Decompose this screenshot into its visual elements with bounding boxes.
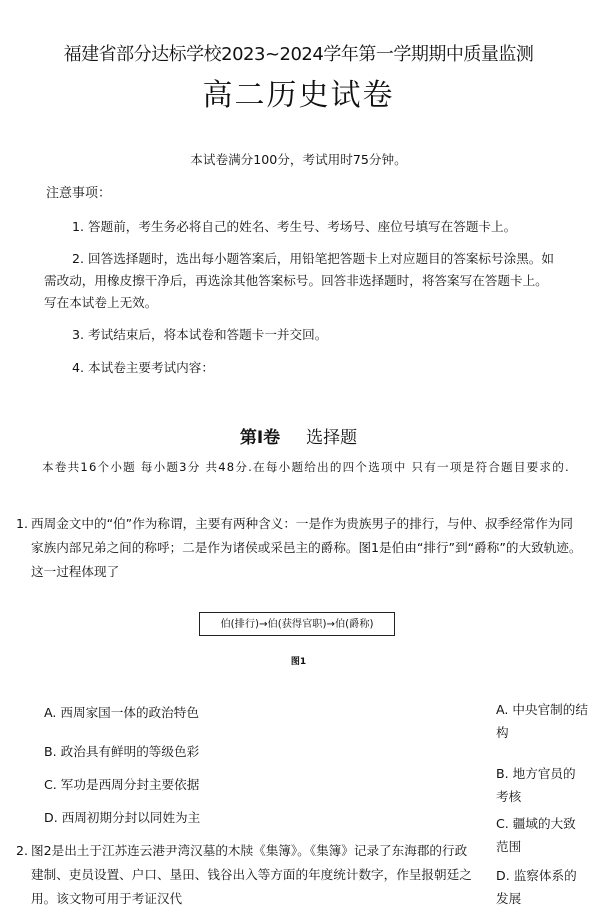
- notice-heading: 注意事项：: [46, 186, 112, 201]
- question-1: [16, 512, 584, 584]
- question-2: [16, 839, 472, 911]
- q1-option-b: B. 政治具有鲜明的等级色彩: [44, 744, 200, 759]
- q2-option-c: C. 疆域的大致范围: [496, 816, 576, 854]
- q2-option-d: D. 监察体系的发展: [496, 868, 577, 906]
- q1-option-c: C. 军功是西周分封主要依据: [44, 777, 200, 792]
- q2-option-a: A. 中央官制的结构: [496, 702, 588, 740]
- q1-option-d: D. 西周初期分封以同姓为主: [44, 810, 201, 825]
- question-text: 西周金文中的“伯”作为称谓，主要有两种含义：一是作为贵族男子的排行，与仲、叔季经常作为同家族内部兄弟之间的称呼；二是作为诸侯或采邑主的爵称。图1是伯由“排行”到“爵称”的大致轨迹。这一过程体现了: [31, 516, 582, 579]
- exam-title: 高二历史试卷: [202, 78, 395, 113]
- question-text: 图2是出土于江苏连云港尹湾汉墓的木牍《集簿》。《集簿》记录了东海郡的行政建制、吏员设置、户口、垦田、钱谷出入等方面的年度统计数字，作呈报朝廷之用。该文物可用于考证汉代: [31, 843, 472, 906]
- figure-1-caption: 图1: [290, 657, 307, 667]
- q1-option-a: A. 西周家国一体的政治特色: [44, 705, 199, 720]
- notice-item-4: 4. 本试卷主要考试内容：: [72, 360, 214, 375]
- q2-option-b: B. 地方官员的考核: [496, 766, 576, 804]
- section-type: 选择题: [306, 428, 358, 448]
- figure-1-box: 伯(排行)→伯(获得官职)→伯(爵称): [199, 612, 395, 636]
- notice-item-3: 3. 考试结束后，将本试卷和答题卡一并交回。: [72, 327, 328, 342]
- exam-organization: 福建省部分达标学校2023~2024学年第一学期期中质量监测: [63, 44, 534, 65]
- notice-item-1: 1. 答题前，考生务必将自己的姓名、考生号、考场号、座位号填写在答题卡上。: [72, 219, 517, 234]
- section-title: [0, 423, 597, 448]
- notice-item-2: 2. 回答选择题时，选出每小题答案后，用铅笔把答题卡上对应题目的答案标号涂黑。如需改动，用橡皮擦干净后，再选涂其他答案标号。回答非选择题时，将答案写在答题卡上。写在本试卷上无效。: [44, 251, 554, 310]
- section-label: 第Ⅰ卷: [239, 428, 281, 448]
- section-intro: 本卷共16个小题 每小题3分 共48分.在每小题给出的四个选项中 只有一项是符合题目要求的.: [42, 460, 570, 474]
- score-time-note: 本试卷满分100分，考试用时75分钟。: [190, 152, 407, 167]
- question-number: 1.: [16, 516, 29, 531]
- question-number: 2.: [16, 843, 29, 858]
